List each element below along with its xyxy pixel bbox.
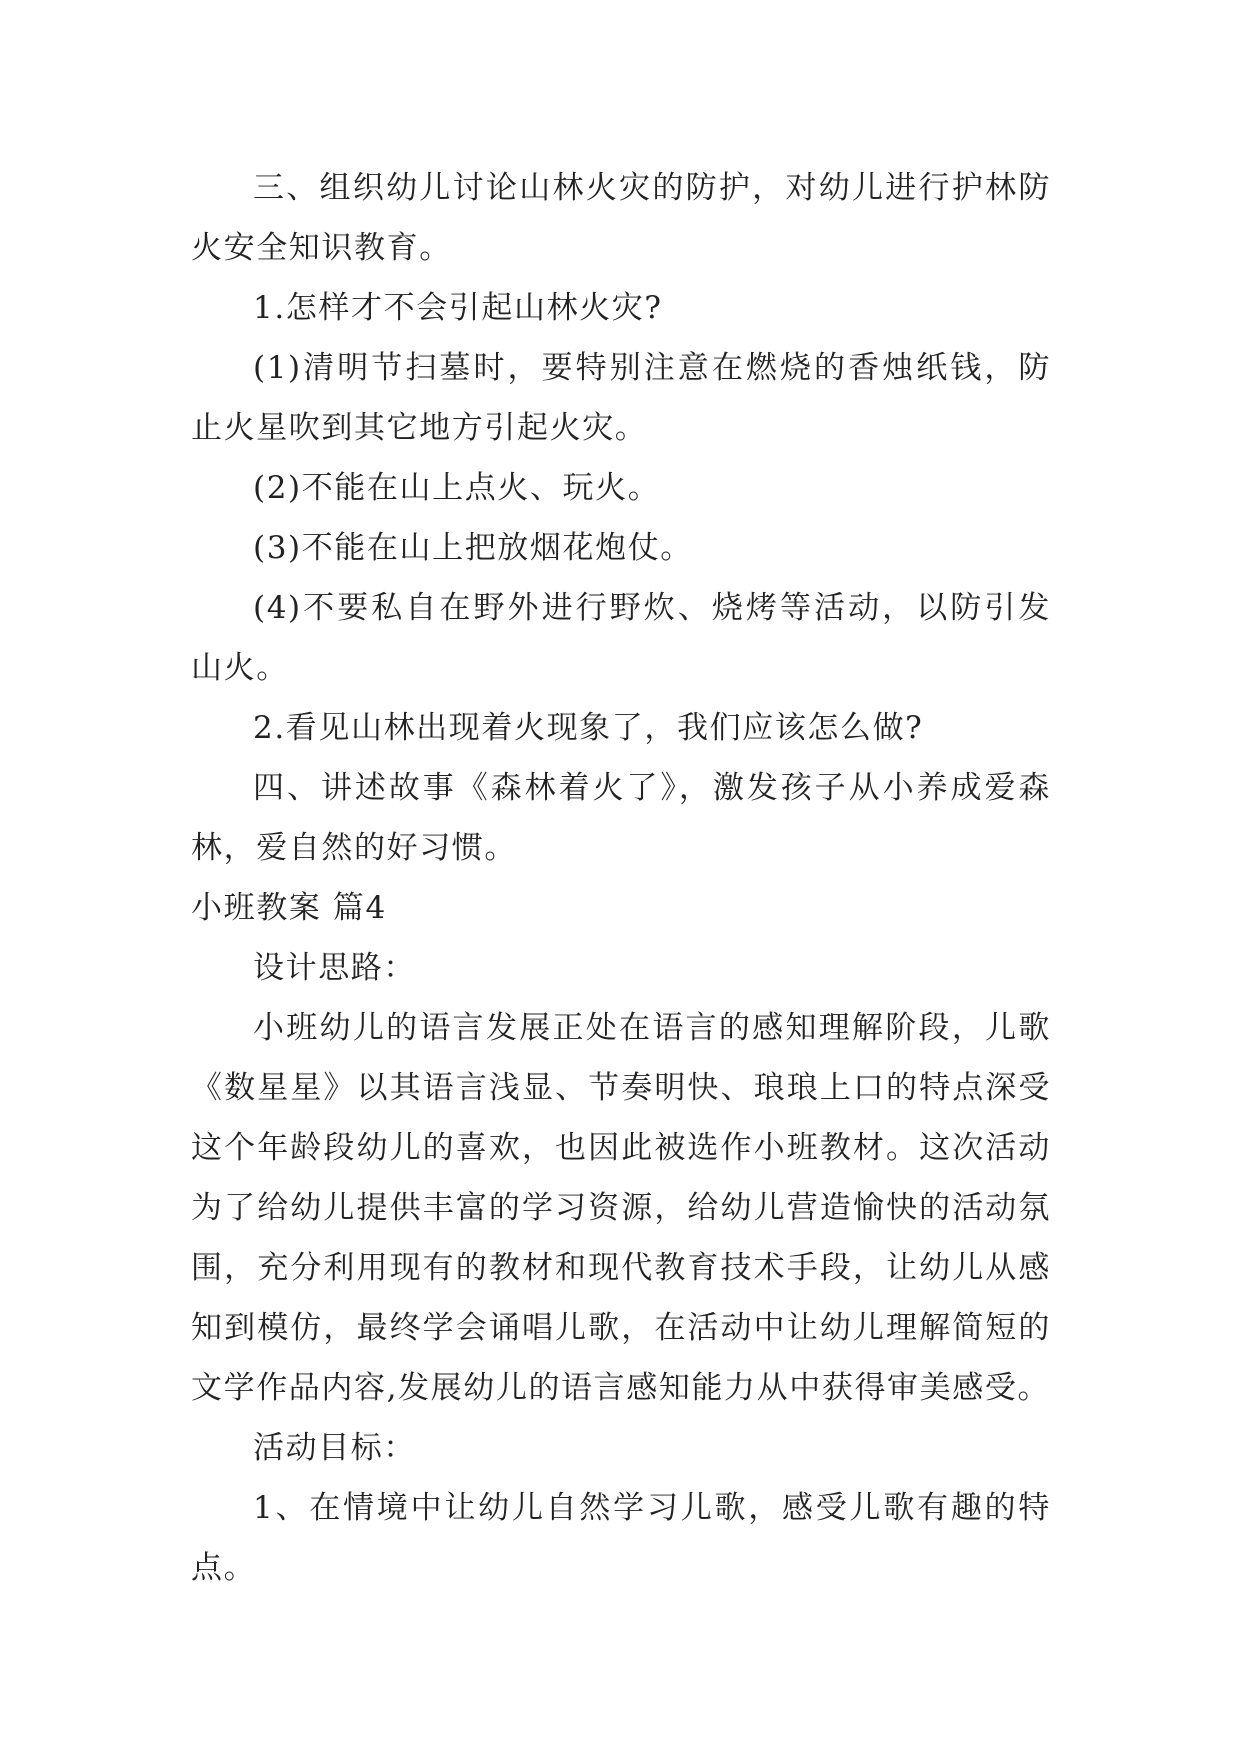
paragraph-design-label: 设计思路： <box>253 950 416 986</box>
section-heading: 小班教案 篇4 <box>191 890 387 926</box>
paragraph-item-4: (4)不要私自在野外进行野炊、烧烤等活动，以防引发山火。 <box>191 590 1051 686</box>
paragraph-story: 四、讲述故事《森林着火了》，激发孩子从小养成爱森林，爱自然的好习惯。 <box>191 770 1051 866</box>
paragraph-item-2: (2)不能在山上点火、玩火。 <box>253 470 661 506</box>
paragraph-question-1: 1.怎样才不会引起山林火灾? <box>253 290 663 326</box>
paragraph-goal-1: 1、在情境中让幼儿自然学习儿歌，感受儿歌有趣的特点。 <box>191 1490 1051 1586</box>
paragraph-design-body: 小班幼儿的语言发展正处在语言的感知理解阶段，儿歌《数星星》以其语言浅显、节奏明快、琅琅上口的特点深受这个年龄段幼儿的喜欢，也因此被选作小班教材。这次活动为了给幼儿提供丰富的学习资源，给幼儿营造愉快的活动氛围，充分利用现有的教材和现代教育技术手段，让幼儿从感知到模仿，最终学会诵唱儿歌，在活动中让幼儿理解简短的文学作品内容,发展幼儿的语言感知能力从中获得审美感受。 <box>191 1010 1051 1406</box>
paragraph-item-1: (1)清明节扫墓时，要特别注意在燃烧的香烛纸钱，防止火星吹到其它地方引起火灾。 <box>191 350 1051 446</box>
paragraph-fire-discussion: 三、组织幼儿讨论山林火灾的防护，对幼儿进行护林防火安全知识教育。 <box>191 170 1051 266</box>
paragraph-item-3: (3)不能在山上把放烟花炮仗。 <box>253 530 693 566</box>
document-page <box>191 158 1051 1598</box>
paragraph-question-2: 2.看见山林出现着火现象了，我们应该怎么做? <box>253 710 924 746</box>
paragraph-goals-label: 活动目标： <box>253 1430 416 1466</box>
